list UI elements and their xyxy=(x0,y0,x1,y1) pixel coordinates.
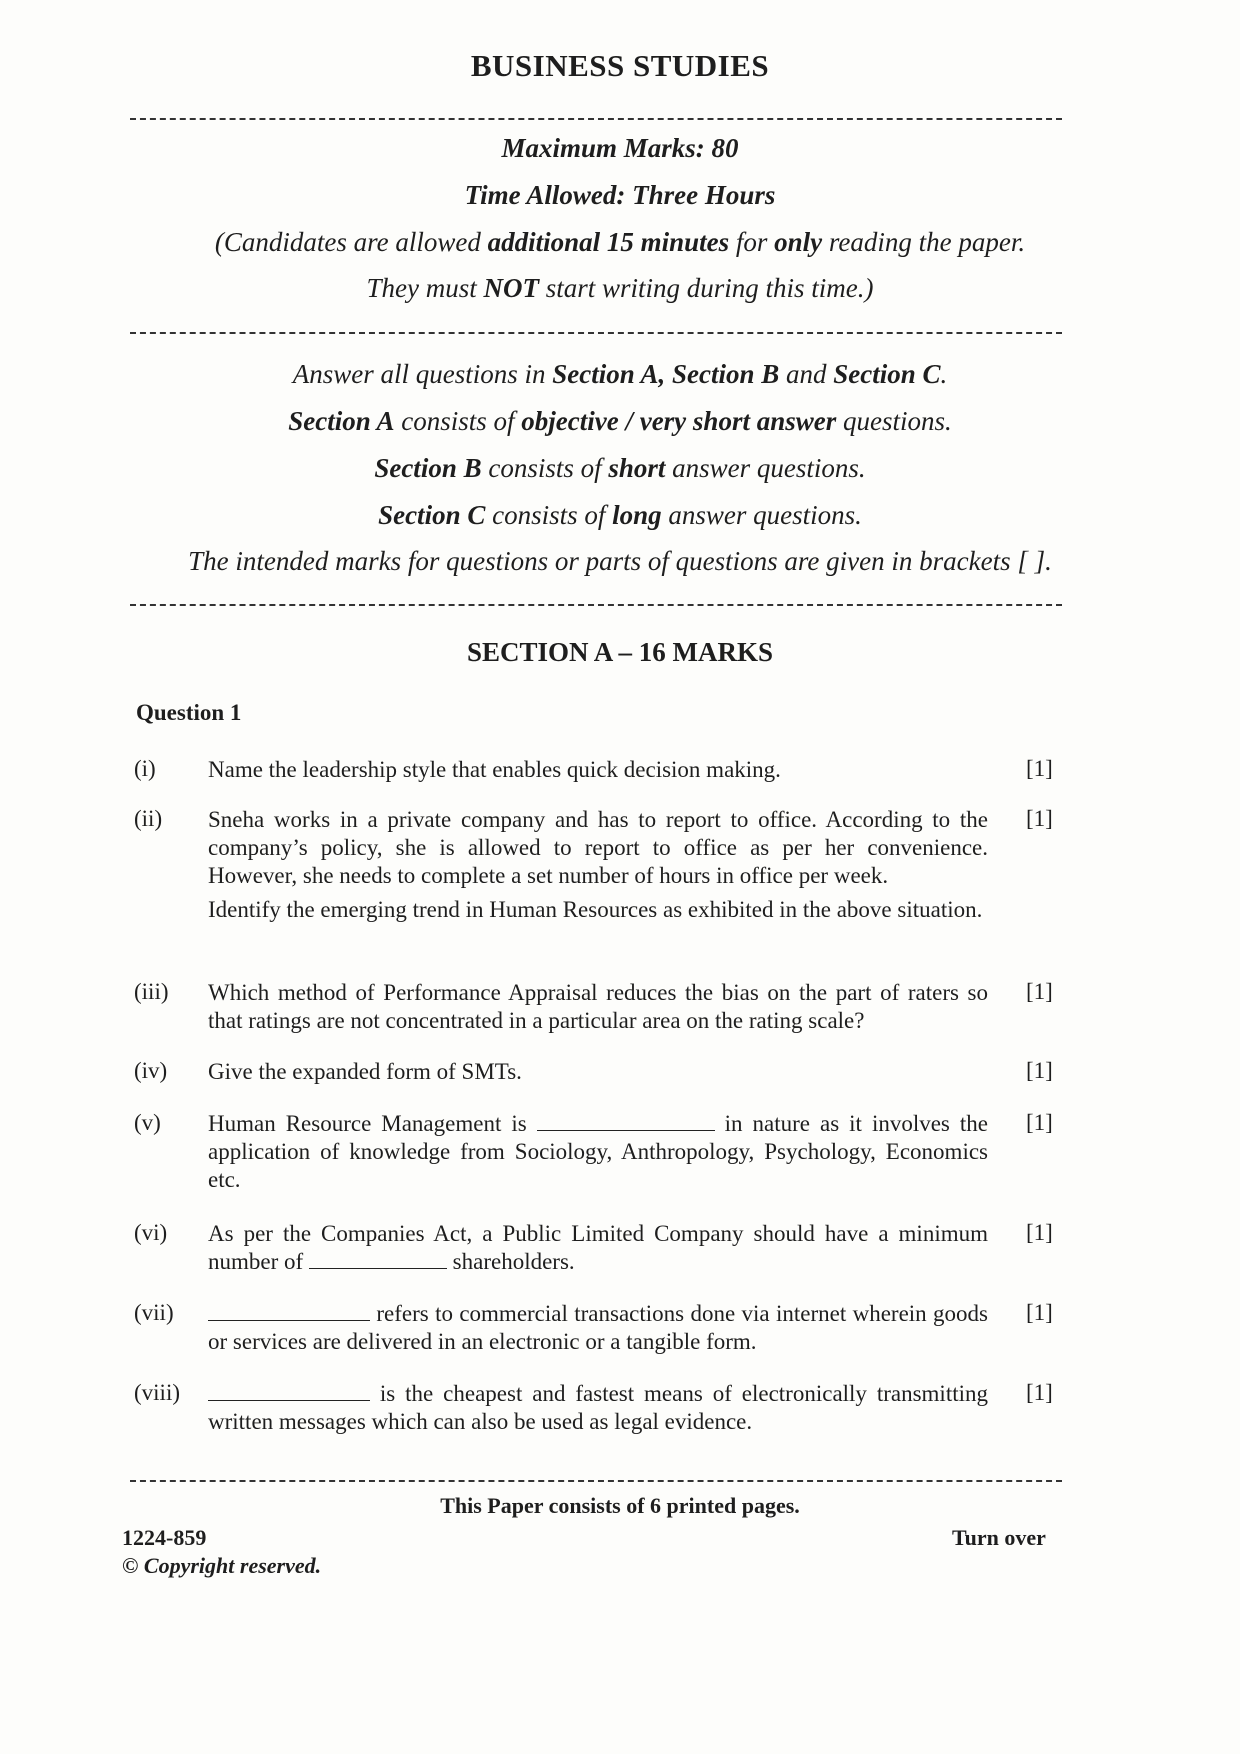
no-write-bold: NOT xyxy=(483,273,539,303)
divider xyxy=(130,604,1062,606)
question-text xyxy=(208,979,988,1035)
instr-text: answer questions. xyxy=(665,453,866,483)
instr-bold: Section B xyxy=(672,359,780,389)
instr-text: . xyxy=(940,359,948,389)
no-write-note xyxy=(0,273,1240,304)
question-text-part: refers to commercial transactions done via internet wherein goods or services are delivered in an electronic or a tangible form. xyxy=(208,1301,988,1354)
instruction-line-3 xyxy=(0,453,1240,484)
question-number: (v) xyxy=(134,1110,161,1135)
section-heading: SECTION A – 16 MARKS xyxy=(466,637,774,667)
instr-text: answer questions. xyxy=(661,500,862,530)
no-write-text: start writing during this time.) xyxy=(538,273,874,303)
instr-bold: Section C xyxy=(378,500,486,530)
question-text xyxy=(208,1110,988,1194)
reading-note-bold: only xyxy=(774,227,823,257)
instr-bold: Section A, xyxy=(552,359,666,389)
paper-code: 1224-859 xyxy=(122,1525,207,1550)
question-marks: [1] xyxy=(1026,1300,1053,1325)
reading-note-text: reading the paper. xyxy=(822,227,1026,257)
instruction-line-5: The intended marks for questions or parts of questions are given in brackets [ ]. xyxy=(188,546,1052,576)
instruction-line-4 xyxy=(0,500,1240,531)
question-marks: [1] xyxy=(1026,1110,1053,1135)
question-number: (i) xyxy=(134,756,156,781)
question-number: (iii) xyxy=(134,979,169,1004)
instr-bold: Section C xyxy=(833,359,941,389)
question-text-line: Name the leadership style that enables quick decision making. xyxy=(208,757,781,782)
question-text-part: is the cheapest and fastest means of electronically transmitting written messages which can also be used as legal evidence. xyxy=(208,1381,988,1434)
question-text xyxy=(208,1220,988,1276)
question-marks: [1] xyxy=(1026,979,1053,1004)
instr-text: Answer all questions in xyxy=(292,359,553,389)
question-text-part: shareholders. xyxy=(446,1249,575,1274)
instr-text xyxy=(665,359,672,389)
question-number: (ii) xyxy=(134,806,163,831)
question-marks: [1] xyxy=(1026,1380,1053,1405)
question-marks: [1] xyxy=(1026,1220,1053,1245)
instr-bold: objective / very short answer xyxy=(521,406,837,436)
question-text xyxy=(208,806,988,924)
question-marks: [1] xyxy=(1026,756,1053,781)
question-number: (vii) xyxy=(134,1300,174,1325)
divider xyxy=(130,332,1062,334)
reading-note-text: for xyxy=(729,227,775,257)
divider xyxy=(130,118,1062,120)
question-text-line: Identify the emerging trend in Human Resources as exhibited in the above situation. xyxy=(208,897,983,922)
answer-blank xyxy=(309,1248,447,1269)
question-text-part: Human Resource Management is xyxy=(208,1111,537,1136)
question-text-line: Give the expanded form of SMTs. xyxy=(208,1059,522,1084)
question-marks: [1] xyxy=(1026,806,1053,831)
reading-note-text: (Candidates are allowed xyxy=(214,227,488,257)
instr-text: and xyxy=(779,359,834,389)
instr-bold: long xyxy=(612,500,662,530)
time-allowed: Time Allowed: Three Hours xyxy=(464,180,776,210)
question-text-part: in nature as it involves the application of knowledge from Sociology, Anthropology, Psychology, Economics etc. xyxy=(208,1111,988,1192)
question-number: (vi) xyxy=(134,1220,168,1245)
question-text-part: As per the Companies Act, a Public Limited Company should have a minimum number of xyxy=(208,1221,988,1274)
instr-text: consists of xyxy=(481,453,609,483)
instr-text: consists of xyxy=(394,406,522,436)
question-text-line: Sneha works in a private company and has to report to office. According to the company’s policy, she is allowed to report to office as per her convenience. However, she needs to complete a set number of hours in office per week. xyxy=(208,807,988,888)
question-number: (viii) xyxy=(134,1380,180,1405)
instruction-line-2 xyxy=(0,406,1240,437)
answer-blank xyxy=(208,1300,370,1321)
question-text xyxy=(208,1380,988,1436)
question-text xyxy=(208,756,988,784)
instr-bold: Section B xyxy=(374,453,482,483)
instruction-line-1 xyxy=(0,359,1240,390)
question-text xyxy=(208,1058,988,1086)
max-marks: Maximum Marks: 80 xyxy=(501,133,739,163)
reading-note-bold: additional 15 minutes xyxy=(487,227,730,257)
instr-text: questions. xyxy=(836,406,952,436)
no-write-text: They must xyxy=(366,273,484,303)
question-label: Question 1 xyxy=(136,700,242,725)
paper-title: BUSINESS STUDIES xyxy=(470,48,770,83)
reading-note xyxy=(0,227,1240,258)
instr-bold: short xyxy=(608,453,666,483)
page-count-note: This Paper consists of 6 printed pages. xyxy=(440,1493,800,1518)
question-number: (iv) xyxy=(134,1058,168,1083)
copyright-note: © Copyright reserved. xyxy=(122,1553,322,1578)
question-text-line: Which method of Performance Appraisal reduces the bias on the part of raters so that ratings are not concentrated in a particular area on the rating scale? xyxy=(208,980,988,1033)
instr-bold: Section A xyxy=(288,406,395,436)
question-marks: [1] xyxy=(1026,1058,1053,1083)
instr-text: consists of xyxy=(485,500,613,530)
answer-blank xyxy=(537,1110,715,1131)
question-text xyxy=(208,1300,988,1356)
turn-over-note: Turn over xyxy=(952,1525,1046,1550)
answer-blank xyxy=(208,1380,370,1401)
divider xyxy=(130,1480,1062,1482)
